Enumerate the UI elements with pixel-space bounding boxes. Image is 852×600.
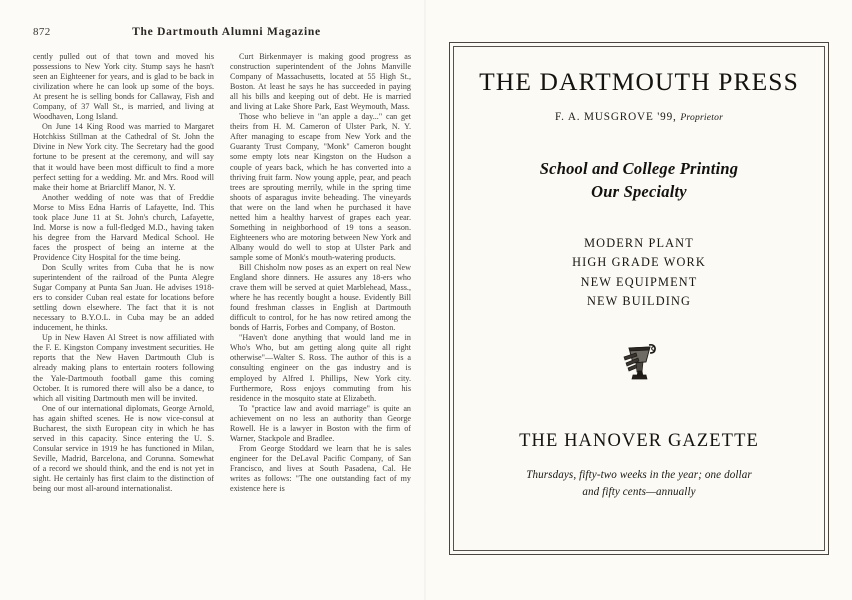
paragraph: One of our international diplomats, George Arnold, has again shifted scenes. He is now vice-consul at Bucharest, the sixth European city in which he has served in this capacity. Since entering the U. S. Consular service in 1919 he has functioned in Milan, Seville, Madrid, Barcelona, and Corunna. Somewhat of a record we should think, and the end is not yet in sight. He certainly has first claim to the distinction of being our most all-around internationalist. <box>33 403 214 494</box>
paragraph: cently pulled out of that town and moved his possessions to New York city. Stump says he hasn't seen an Eighteener for years, and is glad to be back in civilization where he can look up some of the boys. At present he is selling bonds for Callaway, Fish and Company, of 37 Wall St., is married, and living at Woodhaven, Long Island. <box>33 52 214 122</box>
specialty-tagline-line-2: Our Specialty <box>591 181 687 201</box>
page-number: 872 <box>33 26 51 38</box>
feature-item: HIGH GRADE WORK <box>572 255 706 269</box>
paragraph: Curt Birkenmayer is making good progress as construction superintendent of the Johns Manville Company of Massachusetts, located at 55 High St., Boston. At least he says he has succeeded in paying all his bills and keeping out of debt. He is married and living at Lake Shore Park, East Weymouth, Mass. <box>230 52 411 112</box>
proprietor-line <box>555 111 723 123</box>
paragraph: Bill Chisholm now poses as an expert on real New England shore dinners. He assures any 18-ers who crave them will be served at quiet Marblehead, Mass., where he has recently bought a house. Evidently Bill found freshman classes in English at Dartmouth difficult to control, for he has now retired among the bonds of Harris, Forbes and Company, of Boston. <box>230 262 411 333</box>
paragraph: On June 14 King Rood was married to Margaret Hotchkiss Stillman at the Cathedral of St. John the Divine in New York city. The Secretary had the good fortune to be present at the ceremony, and will say that it would have been most difficult to find a more perfect setting for a wedding. Mr. and Mrs. Rood will make their home at Briarcliff Manor, N. Y. <box>33 122 214 192</box>
advertisement-border-outer <box>449 42 829 555</box>
paragraph: Another wedding of note was that of Freddie Morse to Miss Edna Harris of Lafayette, Ind. This took place June 11 at St. John's church, Lafayette, Ind. Morse is now a full-fledged M.D., having taken his degree from the Harvard Medical School. He faces the prospect of being an interne at the Providence City Hospital for the time being. <box>33 192 214 262</box>
specialty-tagline-line-1: School and College Printing <box>539 158 739 178</box>
gazette-subscription-terms <box>526 467 752 501</box>
proprietor-name: F. A. MUSGROVE '99, <box>554 110 677 123</box>
proprietor-role: Proprietor <box>680 111 724 123</box>
feature-item: NEW EQUIPMENT <box>580 274 698 289</box>
page-running-header <box>33 26 404 42</box>
running-head-title: The Dartmouth Alumni Magazine <box>132 26 321 38</box>
paragraph: From George Stoddard we learn that he is sales engineer for the DeLaval Pacific Company, of San Francisco, and lives at South Pasadena, Cal. He writes as follows: "The one outstanding fact of my existence here is <box>230 443 411 494</box>
specialty-tagline <box>540 157 738 203</box>
text-column-one <box>33 52 214 586</box>
paragraph: Up in New Haven Al Street is now affiliated with the F. E. Kingston Company investment securities. He reports that the New Haven Dartmouth Club is already making plans to entertain rooters following the Yale-Dartmouth football game this coming October. It is rumored there will also be a dance, to which all visiting Dartmouth men will be invited. <box>33 333 214 403</box>
paragraph: To "practice law and avoid marriage" is quite an achievement on no less an authority than George Rowell. He is a lawyer in Boston with the firm of Warner, Stackpole and Bradlee. <box>230 403 411 443</box>
advertiser-name: THE DARTMOUTH PRESS <box>479 67 799 96</box>
paragraph: Those who believe in "an apple a day..." can get theirs from H. M. Cameron of Ulster Park, N. Y. After managing to escape from New York and the Guaranty Trust Company, "Monk" Cameron bought some empty lots near Kingston on the Hudson a couple of years back, which he has converted into a thriving fruit farm. Now young apple, pear, and peach trees are sprouting merrily, while in the spring time shoots of asparagus invite beheading. The vineyards that were on the land when he purchased it have netted him a healthy harvest of grapes each year. Something in neighborhood of 19 tons a season. Eighteeners who are motoring between New York and Albany would do well to stop at Ulster Park and sample some of Monk's mouth-watering products. <box>230 112 411 262</box>
feature-item: MODERN PLANT <box>584 235 694 250</box>
gazette-title: THE HANOVER GAZETTE <box>519 430 759 451</box>
advertisement-border-inner <box>453 46 825 551</box>
right-advertisement-page <box>426 0 852 600</box>
terms-line-2: and fifty cents—annually <box>582 485 696 498</box>
feature-item: NEW BUILDING <box>586 294 692 308</box>
paragraph: "Haven't done anything that would land me in Who's Who, but am getting along quite all right otherwise"—Walter S. Ross. The author of this is a consulting engineer on the gas industry and is employed by Alfred I. Phillips, New York city. Furthermore, Ross enjoys commuting from his residence in the mosquito state at Elizabeth. <box>230 333 411 403</box>
body-text-columns <box>33 52 411 586</box>
feature-list <box>572 234 706 312</box>
text-column-two <box>230 52 411 586</box>
terms-line-1: Thursdays, fifty-two weeks in the year; one dollar <box>526 468 752 481</box>
printers-device-ornament-icon <box>613 333 665 385</box>
paragraph: Don Scully writes from Cuba that he is now superintendent of the railroad of the Punta Alegre Sugar Company at Punta San Juan. He advises 1918-ers to consider Cuban real estate for locations before settling down elsewhere. The fact that it is not necessary to B.Y.O.L. in Cuba may be an added inducement, he thinks. <box>33 262 214 333</box>
